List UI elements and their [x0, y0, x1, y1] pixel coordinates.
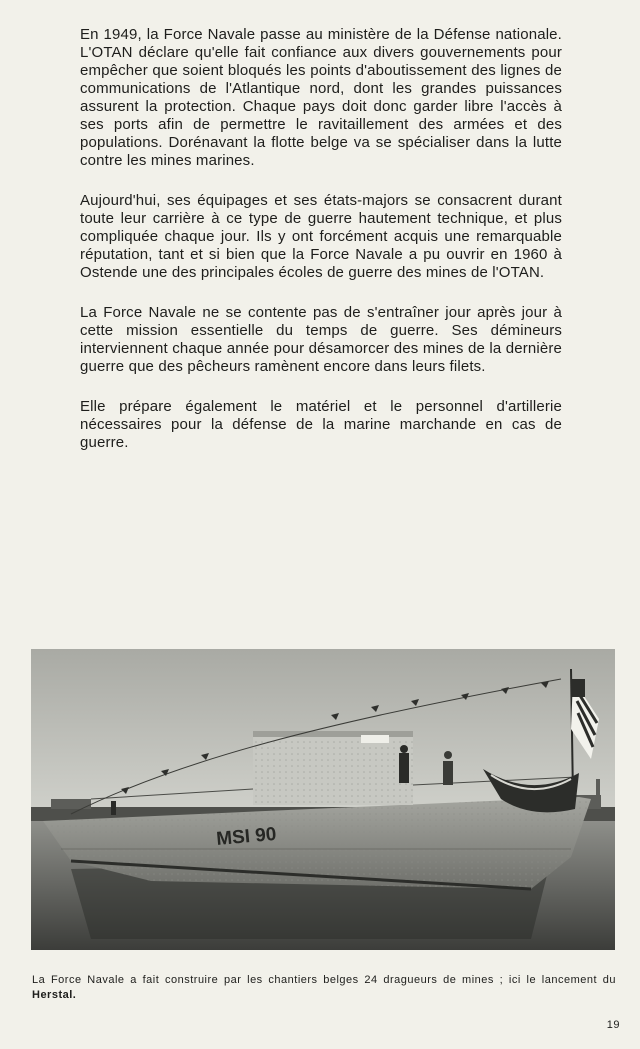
photo-caption: [32, 973, 616, 1003]
paragraph-2: Aujourd'hui, ses équipages et ses états-majors se consacrent durant toute leur carrière à ce type de guerre hautement technique, et plus compliquée chaque jour. Ils y ont forcément acquis une remarquable réputation, tant et si bien que la Force Navale a pu ouvrir en 1960 à Ostende une des principales écoles de guerre des mines de l'OTAN.: [80, 192, 562, 281]
paragraph-1: En 1949, la Force Navale passe au ministère de la Défense nationale. L'OTAN déclare qu'elle fait confiance aux divers gouvernements pour empêcher que soient bloqués les points d'aboutissement des lignes de communications de l'Atlantique nord, dont les grandes puissances assurent la protection. Chaque pays doit donc garder libre l'accès à ses ports afin de permettre le ravitaillement des armées et des populations. Dorénavant la flotte belge va se spécialiser dans la lutte contre les mines marines.: [80, 26, 562, 169]
paragraph-3: La Force Navale ne se contente pas de s'entraîner jour après jour à cette mission essentielle du temps de guerre. Ses démineurs interviennent chaque année pour désamorcer des mines de la dernière guerre que des pêcheurs ramènent encore dans leurs filets.: [80, 304, 562, 375]
caption-text: La Force Navale a fait construire par les chantiers belges 24 dragueurs de mines ; ici le lancement du: [32, 974, 616, 986]
minesweeper-launch-photo: [31, 649, 615, 950]
article-body: [80, 26, 562, 474]
caption-ship-name: Herstal.: [32, 989, 77, 1001]
paragraph-4: Elle prépare également le matériel et le personnel d'artillerie nécessaires pour la défense de la marine marchande en cas de guerre.: [80, 398, 562, 451]
ship-photo-illustration: [31, 649, 615, 950]
crew-figure: [443, 761, 453, 785]
hull-number: MSI 90: [215, 823, 278, 851]
crew-figure: [399, 753, 409, 783]
page-number: 19: [606, 1019, 620, 1031]
